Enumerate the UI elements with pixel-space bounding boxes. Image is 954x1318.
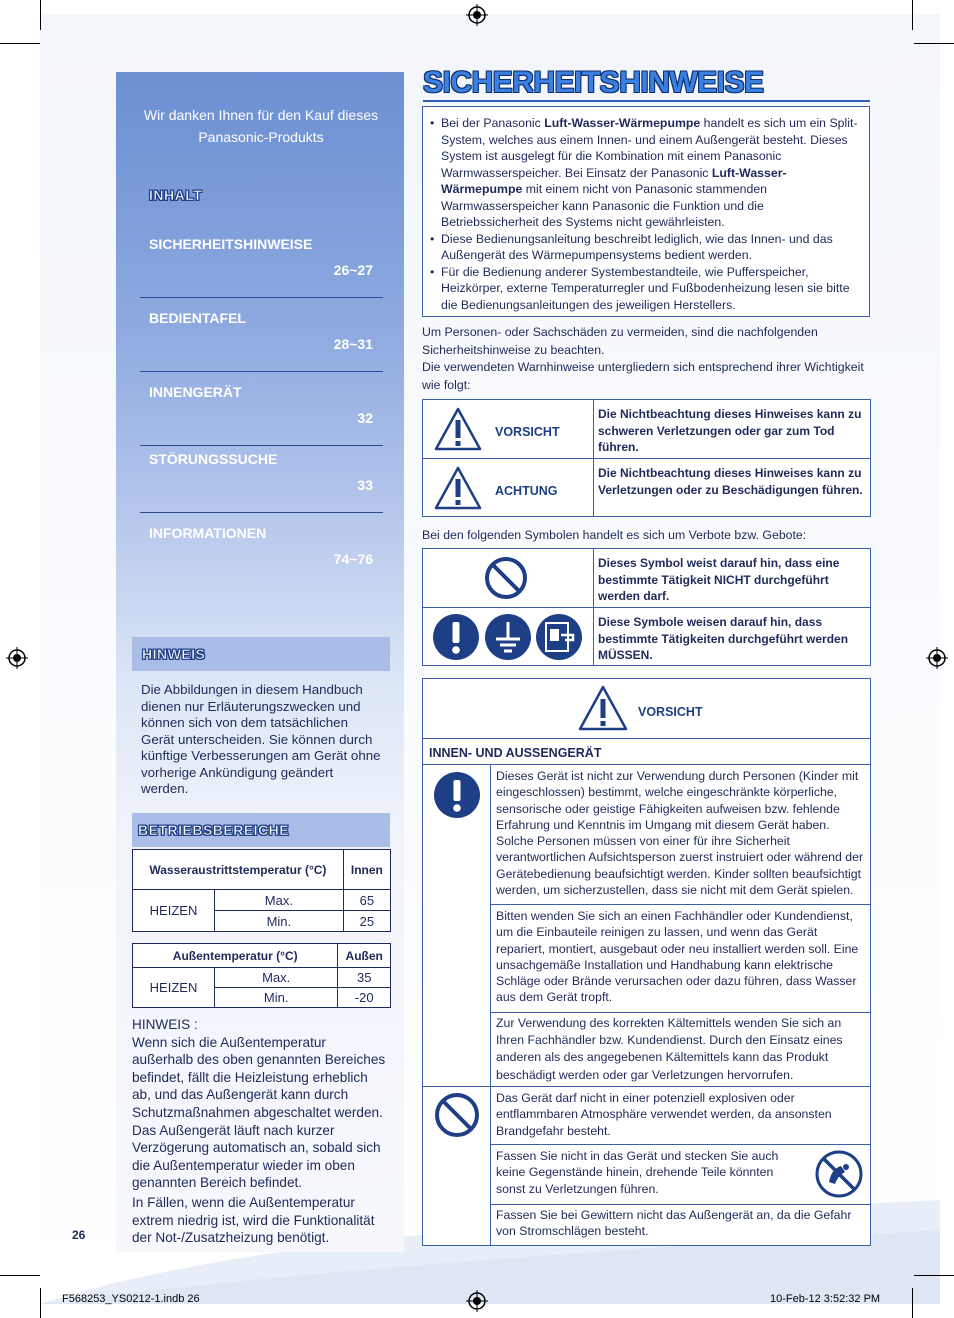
text-run: mit einem nicht von Panasonic stammenden Warmwasserspeicher kann Panasonic die Funktion und die Betriebssicherheit des Systems nicht gewährleisten. — [441, 182, 768, 229]
warning-detail-table — [422, 678, 871, 1246]
toc-pages: 74~76 — [333, 551, 373, 567]
product-name: Luft-Wasser-Wärmepumpe — [441, 165, 787, 196]
hinweis-heading: HINWEIS — [142, 646, 206, 662]
table-cell: HEIZEN — [133, 968, 215, 1008]
note-paragraph: Wenn sich die Außentemperatur außerhalb des oben genannten Bereiches befindet, fällt die Heizleistung erheblich ab, und das Außengerät kann durch Schutzmaßnahmen abgeschaltet werden. Das Außengerät läuft nach kurzer Verzögerung automatisch an, sobald sich die Außentemperatur wieder im oben genannten Bereich befindet. — [132, 1034, 386, 1191]
toc-divider — [140, 512, 383, 513]
toc-item-sicherheitshinweise[interactable] — [140, 228, 383, 298]
registration-mark-icon — [926, 647, 948, 669]
table-cell: -20 — [338, 988, 391, 1008]
print-footer-right: 10-Feb-12 3:52:32 PM — [770, 1293, 881, 1305]
toc-title: STÖRUNGSSUCHE — [149, 451, 278, 467]
symbol-row — [423, 607, 870, 665]
divider — [593, 400, 594, 458]
betriebsbereiche-header — [132, 813, 390, 847]
safety-text: Fassen Sie bei Gewittern nicht das Außengerät an, da die Gefahr von Stromschlägen besteht. — [496, 1208, 852, 1239]
table-header: Wasseraustrittstemperatur (°C) — [133, 850, 344, 890]
table-cell: Max. — [215, 890, 344, 911]
list-item: • Für die Bedienung anderer Systembestandteile, wie Pufferspeicher, Heizkörper, externe Temperaturregler und Fußbodenheizung lesen sie bitte die Bedienungsanleitungen des jeweiligen Herstellers. — [441, 264, 863, 314]
operating-note — [132, 1016, 390, 1247]
toc-title: INFORMATIONEN — [149, 525, 267, 541]
unplug-power-icon — [535, 613, 583, 661]
symbols-table — [422, 548, 871, 666]
table-cell: 25 — [343, 911, 390, 932]
title-underline — [423, 100, 870, 102]
toc-item-innengeraet[interactable] — [140, 376, 383, 446]
toc-title: INNENGERÄT — [149, 384, 242, 400]
crop-mark — [912, 1288, 913, 1318]
toc-pages: 26~27 — [333, 262, 373, 278]
table-cell: Max. — [215, 968, 338, 988]
intro-box — [422, 106, 870, 317]
toc-pages: 32 — [357, 410, 373, 426]
toc-title: SICHERHEITSHINWEISE — [149, 236, 313, 252]
betriebsbereiche-heading: BETRIEBSBEREICHE — [138, 822, 290, 838]
warning-triangle-icon — [577, 684, 629, 732]
page-number: 26 — [72, 1228, 86, 1242]
no-touch-fan-icon — [815, 1150, 863, 1198]
warning-description: Die Nichtbeachtung dieses Hinweises kann zu Verletzungen oder zu Beschädigungen führen. — [598, 466, 863, 497]
table-cell: 35 — [338, 968, 391, 988]
operating-range-table-water — [132, 849, 391, 932]
safety-text: Fassen Sie nicht in das Gerät und stecken Sie auch keine Gegenstände hinein, drehende Teile könnten sonst zu Verletzungen führen. — [496, 1149, 779, 1196]
warning-triangle-icon — [433, 465, 483, 511]
symbol-description: Diese Symbole weisen darauf hin, dass bestimmte Tätigkeiten durchgeführt werden MÜSSEN. — [598, 615, 849, 662]
mandatory-action-icon — [432, 613, 480, 661]
crop-mark — [0, 1275, 40, 1276]
divider — [491, 1204, 870, 1205]
mandatory-action-icon — [433, 771, 481, 819]
paragraph: Die verwendeten Warnhinweise untergliedern sich entsprechend ihrer Wichtigkeit wie folgt: — [422, 360, 864, 392]
hinweis-text: Die Abbildungen in diesem Handbuch dienen nur Erläuterungszwecken und können sich von dem tatsächlichen Gerät unterscheiden. Sie können durch künftige Verbesserungen am Gerät ohne vorherige Ankündigung geändert werden. — [141, 682, 381, 796]
table-cell: Min. — [215, 988, 338, 1008]
table-cell: HEIZEN — [133, 890, 215, 932]
section-heading: INNEN- UND AUSSENGERÄT — [429, 746, 602, 760]
safety-text: Das Gerät darf nicht in einer potenziell explosiven oder entflammbaren Atmosphäre verwendet werden, da ansonsten Brandgefahr besteht. — [496, 1091, 832, 1138]
warning-label: VORSICHT — [638, 705, 703, 719]
prohibition-icon — [433, 1091, 481, 1139]
divider — [593, 549, 594, 607]
warning-row — [423, 458, 870, 516]
toc-pages: 33 — [357, 477, 373, 493]
warning-triangle-icon — [433, 406, 483, 452]
crop-mark — [40, 1288, 41, 1318]
table-header: Außen — [338, 944, 391, 968]
warning-label: VORSICHT — [495, 425, 560, 439]
registration-mark-icon — [6, 647, 28, 669]
text-run: handelt es sich um ein Split-System, welches aus einem Innen- und einem Außengerät besteht. Dieses System ist ausgelegt für die Kombination mit einem Panasonic Warmwasserspeicher. Bei Einsatz der Panasonic — [441, 116, 858, 180]
list-item — [441, 115, 863, 231]
paragraph: Bei den folgenden Symbolen handelt es sich um Verbote bzw. Gebote: — [422, 528, 807, 542]
crop-mark — [914, 1275, 954, 1276]
print-footer-left: F568253_YS0212-1.indb 26 — [62, 1293, 200, 1305]
prohibition-icon — [483, 555, 529, 601]
page-title: SICHERHEITSHINWEISE — [423, 66, 764, 99]
divider — [423, 738, 870, 739]
toc-item-informationen[interactable] — [140, 517, 383, 587]
warning-row — [423, 400, 870, 458]
toc-divider — [140, 297, 383, 298]
divider — [593, 608, 594, 665]
warning-description: Die Nichtbeachtung dieses Hinweises kann zu schweren Verletzungen oder gar zum Tod führen. — [598, 407, 862, 454]
note-paragraph: In Fällen, wenn die Außentemperatur extrem niedrig ist, wird die Funktionalität der Not-/Zusatzheizung benötigt. — [132, 1194, 375, 1246]
safety-text: Dieses Gerät ist nicht zur Verwendung durch Personen (Kinder mit eingeschlossen) bestimmt, welche eingeschränkte körperliche, sensorische oder geistige Fähigkeiten aufweisen bzw. fehlende Erfahrung und Kenntnis im Umgang mit diesem Gerät haben. Solche Personen müssen von einer für ihre Sicherheit verantwortlichen Aufsichtsperson zuerst instruiert oder während der Gerätebedienung beaufsichtigt werden. Kinder sollten beaufsichtigt werden, um sicherzustellen, dass sie nicht mit dem Gerät spielen. — [496, 769, 864, 898]
crop-mark — [0, 43, 40, 44]
list-item: • Diese Bedienungsanleitung beschreibt lediglich, wie das Innen- und das Außengerät des Wärmepumpensystems bedient werden. — [441, 231, 863, 264]
hinweis-header — [132, 637, 390, 671]
table-header: Außentemperatur (°C) — [133, 944, 338, 968]
toc-item-bedientafel[interactable] — [140, 302, 383, 372]
paragraph: Um Personen- oder Sachschäden zu vermeiden, sind die nachfolgenden Sicherheitshinweise zu beachten. — [422, 325, 818, 357]
product-name: Luft-Wasser-Wärmepumpe — [544, 116, 701, 130]
toc-pages: 28~31 — [333, 336, 373, 352]
divider — [593, 459, 594, 516]
earth-ground-icon — [484, 613, 532, 661]
table-cell: Min. — [215, 911, 344, 932]
divider — [423, 1086, 870, 1087]
toc-item-stoerungssuche[interactable] — [140, 443, 383, 513]
warning-levels-table — [422, 399, 871, 517]
text-run: Bei der Panasonic — [441, 116, 545, 130]
toc-title: BEDIENTAFEL — [149, 310, 246, 326]
safety-text: Zur Verwendung des korrekten Kältemittels wenden Sie sich an Ihren Fachhändler bzw. Kundendienst. Durch den Einsatz eines anderen als des angegebenen Kältemittels kann das Produkt beschädigt werden oder gar Verletzungen hervorrufen. — [496, 1016, 843, 1082]
crop-mark — [40, 0, 41, 30]
divider — [491, 1012, 870, 1013]
divider — [491, 1144, 870, 1145]
inhalt-heading: INHALT — [149, 187, 203, 203]
note-heading: HINWEIS : — [132, 1017, 198, 1032]
symbol-description: Dieses Symbol weist darauf hin, dass eine bestimmte Tätigkeit NICHT durchgeführt werden darf. — [598, 556, 840, 603]
divider — [491, 904, 870, 905]
toc-divider — [140, 371, 383, 372]
symbol-row — [423, 549, 870, 607]
crop-mark — [914, 43, 954, 44]
registration-mark-icon — [466, 1290, 488, 1312]
divider — [490, 764, 491, 1245]
table-header: Innen — [343, 850, 390, 890]
warning-label: ACHTUNG — [495, 484, 558, 498]
operating-range-table-outdoor — [132, 943, 391, 1008]
safety-text: Bitten wenden Sie sich an einen Fachhändler oder Kundendienst, um die Einbauteile reinigen zu lassen, und wenn das Gerät repariert, montiert, ausgebaut oder neu installiert werden soll. Eine unsachgemäße Installation und Handhabung kann elektrische Schläge oder Brände verursachen oder dazu führen, dass Wasser aus dem Gerät tropft. — [496, 909, 859, 1005]
thanks-text: Wir danken Ihnen für den Kauf dieses Panasonic-Produkts — [143, 107, 379, 145]
crop-mark — [912, 0, 913, 30]
registration-mark-icon — [466, 4, 488, 26]
table-cell: 65 — [343, 890, 390, 911]
